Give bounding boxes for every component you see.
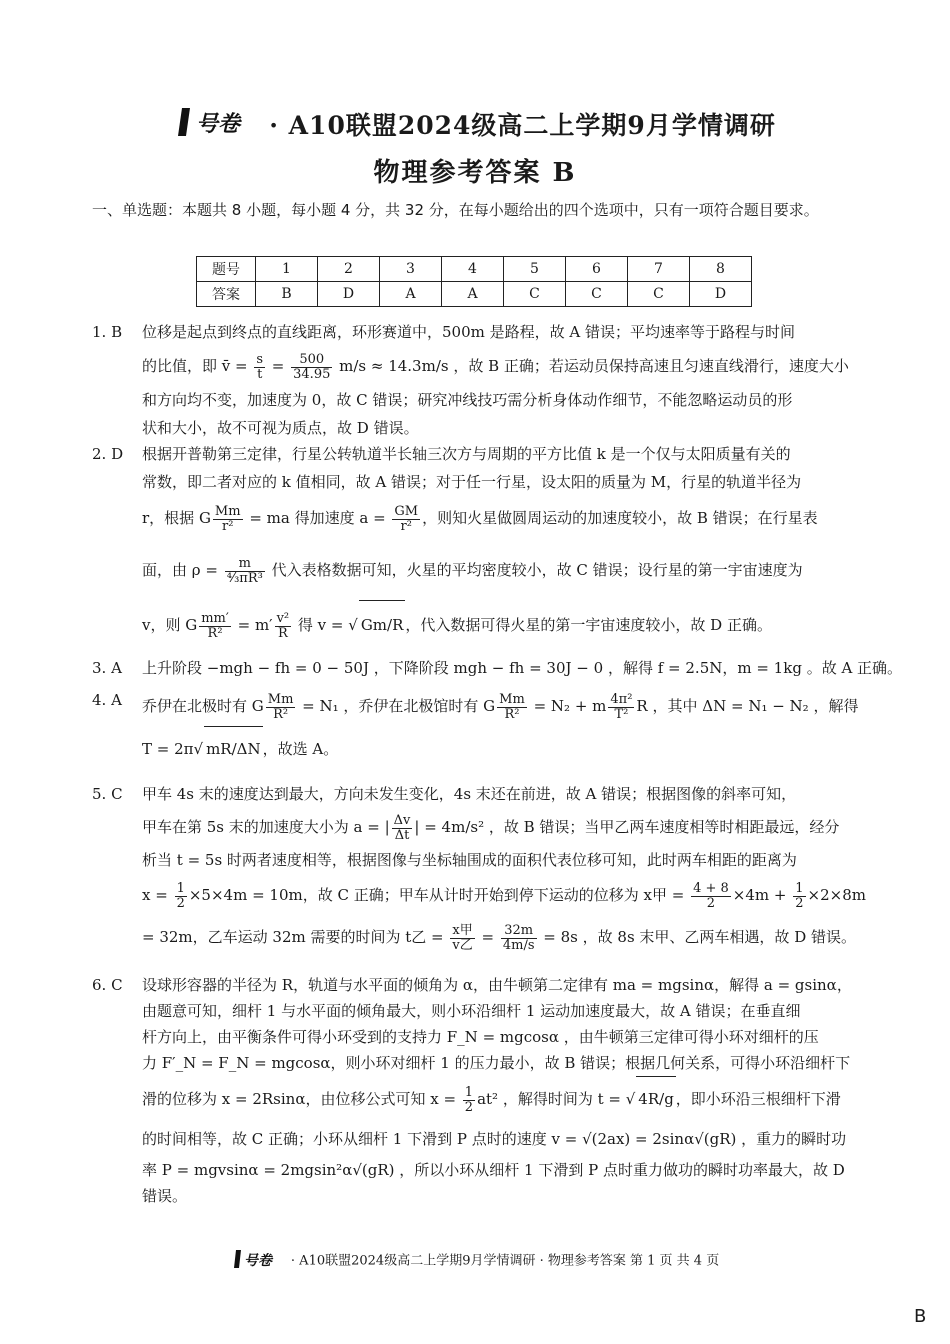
text-span: m/s ≈ 14.3m/s ，故 B 正确；若运动员保持高速且匀速直线滑行，速度大小 [334,357,849,375]
fraction: $\frac{1}{2}$ [176,880,185,911]
fraction: $\frac{\text{x甲}}{\text{v乙}}$ [452,922,473,953]
fraction: $\frac{32m}{4m/s}$ [502,922,535,953]
brand-logo [174,104,264,144]
answer-table [196,256,752,307]
question-2-solution [92,440,864,649]
table-cell: 6 [566,257,628,282]
section-instruction: 一、单选题：本题共 8 小题，每小题 4 分，共 32 分，在每小题给出的四个选项中，只有一项符合题目要求。 [92,201,819,219]
question-number: 1. B [92,323,123,341]
text-line: T = 2π√ mR/ΔN ，故选 A。 [142,726,864,771]
text-line: 和方向均不变，加速度为 0，故 C 错误；研究冲线技巧需分析身体动作细节，不能忽略运动员的形 [142,391,793,409]
table-cell: D [318,282,380,307]
fraction: $\frac{s}{t}$ [256,351,264,382]
question-number: 5. C [92,785,123,803]
text-line: 位移是起点到终点的直线距离，环形赛道中，500m 是路程，故 A 错误；平均速率等于路程与时间 [142,323,795,341]
fraction: $\frac{Mm}{\text{r²}}$ [214,503,241,534]
text-line: v，则 G $\frac{mm'}{\text{R²}}$ = m′ $\frac{\text{v²}}{R}$ 得 v = √ Gm/R ，代入数据可得火星的第一宇宙速度较小，故 D 正确。 [142,600,864,649]
table-cell: A [442,282,504,307]
question-4-solution [92,686,864,771]
fraction: $\frac{m}{\text{⁴⁄₃πR³}}$ [226,555,263,586]
table-row-answers [197,282,752,307]
text-line: 设球形容器的半径为 R，轨道与水平面的倾角为 α，由牛顿第二定律有 ma = mgsinα，解得 a = gsinα， [142,976,852,994]
square-root: Gm/R [359,600,406,649]
footer-logo [231,1248,287,1274]
table-cell: 4 [442,257,504,282]
table-cell: C [628,282,690,307]
table-cell: 2 [318,257,380,282]
text-line: 乔伊在北极时有 G $\frac{Mm}{\text{R²}}$ = N₁ ，乔伊在北极馆时有 G $\frac{Mm}{\text{R²}}$ = N₂ + m $\frac{\text{4π²}}{\text{T²}}$ R ，其中 ΔN = N₁ − N₂ ，解得 [142,691,859,722]
text-line: 面，由 ρ = $\frac{m}{\text{⁴⁄₃πR³}}$ 代入表格数据可知，火星的平均密度较小，故 C 错误；设行星的第一宇宙速度为 [142,555,803,586]
table-row-numbers [197,257,752,282]
table-cell: C [566,282,628,307]
page-title [0,104,950,144]
table-cell: 1 [256,257,318,282]
question-number: 4. A [92,691,122,709]
question-6-solution [92,972,864,1209]
fraction: $\frac{GM}{\text{r²}}$ [394,503,419,534]
text-line: 力 F′_N = F_N = mgcosα，则小环对细杆 1 的压力最小，故 B 错误；根据几何关系，可得小环沿细杆下 [142,1054,851,1072]
table-header-number: 题号 [197,257,256,282]
text-line: 上升阶段 −mgh − fh = 0 − 50J ，下降阶段 mgh − fh = 30J − 0 ，解得 f = 2.5N，m = 1kg 。故 A 正确。 [142,659,903,677]
question-number: 3. A [92,659,122,677]
text-line: 由题意可知，细杆 1 与水平面的倾角最大，则小环沿细杆 1 运动加速度最大，故 A 错误；在垂直细 [142,1002,801,1020]
fraction: $\frac{500}{34.95}$ [293,351,331,382]
corner-mark: B [914,1306,927,1327]
fraction: $\frac{1}{2}$ [464,1084,474,1115]
table-cell: D [690,282,752,307]
question-number: 2. D [92,445,124,463]
page-footer [0,1248,950,1274]
text-line: 析当 t = 5s 时两者速度相等，根据图像与坐标轴围成的面积代表位移可知，此时两车相距的距离为 [142,851,797,869]
fraction: $\frac{\Delta v}{\Delta t}$ [393,812,411,843]
question-1-solution [92,318,864,442]
text-line: 常数，即二者对应的 k 值相同，故 A 错误；对于任一行星，设太阳的质量为 M，行星的轨道半径为 [142,473,802,491]
table-cell: C [504,282,566,307]
fraction: $\frac{mm'}{\text{R²}}$ [201,610,229,641]
brand-logo-text: 号卷 [196,111,241,137]
text-line: 错误。 [142,1187,188,1205]
footer-logo-text: 号卷 [243,1253,272,1269]
fraction: $\frac{1}{2}$ [795,880,804,911]
question-number: 6. C [92,976,123,994]
table-cell: 7 [628,257,690,282]
fraction: $\frac{\text{v²}}{R}$ [276,610,290,641]
square-root: 4R/g [636,1076,676,1121]
fraction: $\frac{\text{4π²}}{\text{T²}}$ [610,691,633,722]
text-line: 率 P = mgvsinα = 2mgsin²α√(gR) ，所以小环从细杆 1 下滑到 P 点时重力做功的瞬时功率最大，故 D [142,1161,845,1179]
table-cell: 3 [380,257,442,282]
fraction: $\frac{Mm}{\text{R²}}$ [499,691,525,722]
table-cell: 8 [690,257,752,282]
text-line: r，根据 G $\frac{Mm}{\text{r²}}$ = ma 得加速度 a = $\frac{GM}{\text{r²}}$ ，则知火星做圆周运动的加速度较小，故 B 错误；在行星表 [142,503,818,534]
text-line: 杆方向上，由平衡条件可得小环受到的支持力 F_N = mgcosα ，由牛顿第三定律可得小环对细杆的压 [142,1028,819,1046]
table-header-answer: 答案 [197,282,256,307]
text-line: x = $\frac{1}{2}$ ×5×4m = 10m，故 C 正确；甲车从计时开始到停下运动的位移为 x甲 = $\frac{4 + 8}{2}$ ×4m + $\frac{1}{2}$ ×2×8m [142,880,866,911]
text-span: 的比值，即 v̄ = [142,357,253,375]
text-line: 根据开普勒第三定律，行星公转轨道半长轴三次方与周期的平方比值 k 是一个仅与太阳质量有关的 [142,445,791,463]
subtitle: 物理参考答案 B [373,158,577,188]
square-root: mR/ΔN [204,726,263,771]
table-cell: B [256,282,318,307]
text-line: 甲车 4s 末的速度达到最大，方向未发生变化，4s 末还在前进，故 A 错误；根据图像的斜率可知， [142,785,797,803]
question-5-solution [92,780,864,958]
question-3-solution [92,654,903,682]
table-cell: 5 [504,257,566,282]
fraction: $\frac{4 + 8}{2}$ [693,880,729,911]
title-text: · A10联盟2024级高二上学期9月学情调研 [269,111,776,140]
text-line: 的时间相等，故 C 正确；小环从细杆 1 下滑到 P 点时的速度 v = √(2ax) = 2sinα√(gR) ，重力的瞬时功 [142,1130,847,1148]
text-line: 状和大小，故不可视为质点，故 D 错误。 [142,419,419,437]
fraction: $\frac{Mm}{\text{R²}}$ [267,691,294,722]
footer-text: · A10联盟2024级高二上学期9月学情调研 · 物理参考答案 第 1 页 共 4 页 [290,1253,720,1269]
text-line: 滑的位移为 x = 2Rsinα，由位移公式可知 x = $\frac{1}{2}$ at² ，解得时间为 t = √ 4R/g ，即小环沿三根细杆下滑 [142,1076,864,1121]
text-line: = 32m，乙车运动 32m 需要的时间为 t乙 = $\frac{\text{x甲}}{\text{v乙}}$ = $\frac{32m}{4m/s}$ = 8s ，故 8s 末甲、乙两车相遇，故 D 错误。 [142,922,856,953]
text-line: 的比值，即 v̄ = $\frac{s}{t}$ = $\frac{500}{34.95}$ m/s ≈ 14.3m/s ，故 B 正确；若运动员保持高速且匀速直线滑行，速度大小 [142,351,849,382]
text-line: 甲车在第 5s 末的加速度大小为 a = | $\frac{\Delta v}{\Delta t}$ | = 4m/s² ，故 B 错误；当甲乙两车速度相等时相距最远，经分 [142,812,840,843]
table-cell: A [380,282,442,307]
